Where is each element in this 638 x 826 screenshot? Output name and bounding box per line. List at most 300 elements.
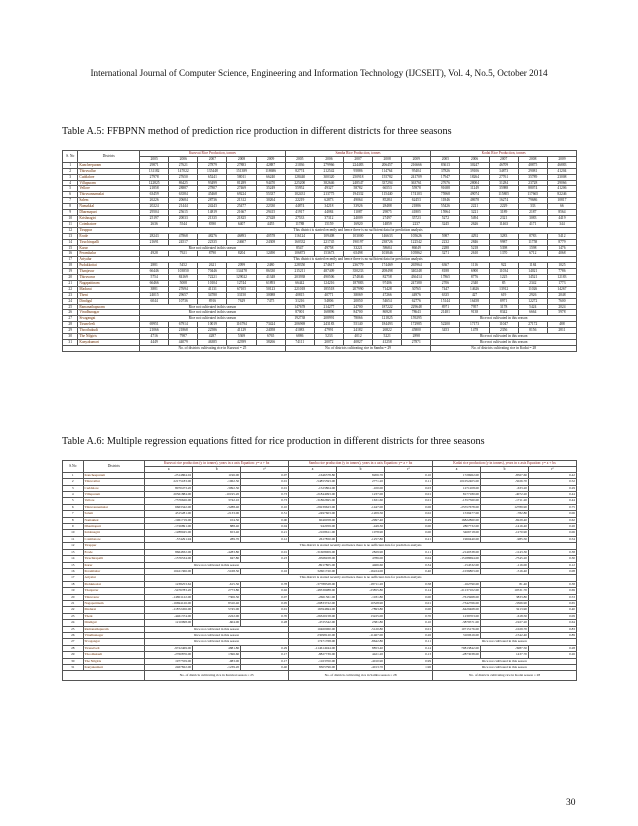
value-cell: 12744 xyxy=(227,280,256,286)
value-cell: 10104 xyxy=(198,280,227,286)
value-cell: 6046058.00 xyxy=(289,517,337,523)
value-cell: 1210998.00 xyxy=(145,620,193,626)
value-cell: 5398 xyxy=(489,245,518,251)
value-cell: -8642.80 xyxy=(337,639,385,645)
value-cell: 30264 xyxy=(256,198,285,204)
value-cell: 93499 xyxy=(198,180,227,186)
row-number: 25 xyxy=(63,626,84,632)
value-cell: 103850 xyxy=(169,269,198,275)
value-cell: 4881.80 xyxy=(193,645,241,651)
value-cell: 2356 xyxy=(489,328,518,334)
row-number: 11 xyxy=(63,221,78,227)
district-name: Thanjavur xyxy=(83,588,145,594)
value-cell: -21844093.00 xyxy=(289,492,337,498)
row-number: 13 xyxy=(63,549,84,555)
district-name: Sivagangai xyxy=(83,639,145,645)
value-cell: 10019 xyxy=(198,322,227,328)
value-cell: 8783 xyxy=(518,233,547,239)
row-note: This district is started recently and hence there is no sufficient data for prediction analysis xyxy=(145,575,577,581)
row-note: Rice not cultivated in this season xyxy=(140,316,286,322)
value-cell: 26226 xyxy=(140,198,169,204)
value-cell: 27761 xyxy=(489,174,518,180)
value-cell: 6663342.00 xyxy=(145,504,193,510)
district-name: Thoothukudi xyxy=(78,328,140,334)
value-cell: -14801122.00 xyxy=(145,594,193,600)
value-cell: 2480 xyxy=(256,263,285,269)
value-cell: 0.00 xyxy=(385,594,433,600)
row-number: 19 xyxy=(63,588,84,594)
row-number: 28 xyxy=(63,645,84,651)
value-cell: 22586 xyxy=(198,328,227,334)
district-name: Tiruppur xyxy=(78,227,140,233)
year-header: 2007 xyxy=(489,156,518,162)
value-cell: 10460060.00 xyxy=(289,626,337,632)
value-cell: 0.00 xyxy=(385,524,433,530)
value-cell: 27879 xyxy=(198,162,227,168)
value-cell: 2811 xyxy=(547,328,576,334)
value-cell: 28488 xyxy=(373,204,402,210)
value-cell: 0.04 xyxy=(241,524,289,530)
value-cell: 8776 xyxy=(460,275,489,281)
value-cell: 14267 xyxy=(547,286,576,292)
value-cell: 3742.10 xyxy=(193,498,241,504)
value-cell: 0.53 xyxy=(528,594,576,600)
district-name: Kanyakumari xyxy=(83,665,145,671)
value-cell: 46883 xyxy=(547,162,576,168)
value-cell: 21335 xyxy=(198,215,227,221)
value-cell: -4072.20 xyxy=(481,492,529,498)
value-cell: 24058 xyxy=(256,328,285,334)
district-name: Tirunelveli xyxy=(78,322,140,328)
value-cell: 20072 xyxy=(314,340,343,346)
value-cell: 0.40 xyxy=(528,607,576,613)
value-cell: 24517 xyxy=(169,239,198,245)
value-cell: 6664 xyxy=(518,310,547,316)
value-cell: -1163700.00 xyxy=(289,658,337,664)
district-name: Dharmapuri xyxy=(78,210,140,216)
value-cell: 0.00 xyxy=(241,517,289,523)
value-cell: 30765 xyxy=(402,286,431,292)
value-cell: 333 xyxy=(518,204,547,210)
coef-header: r² xyxy=(241,466,289,472)
value-cell: 131182 xyxy=(140,168,169,174)
district-name: The Nilgiris xyxy=(83,658,145,664)
district-name: Villupuram xyxy=(78,180,140,186)
value-cell: 192738 xyxy=(285,316,314,322)
value-cell: 27807 xyxy=(198,186,227,192)
year-header: 2006 xyxy=(314,156,343,162)
row-number: 12 xyxy=(63,227,78,233)
district-name: Krishnagiri xyxy=(83,530,145,536)
value-cell: 78643 xyxy=(402,310,431,316)
value-cell: 0.14 xyxy=(385,588,433,594)
row-number: 23 xyxy=(63,613,84,619)
value-cell: 27871 xyxy=(402,340,431,346)
value-cell: 337294 xyxy=(373,180,402,186)
value-cell: 115440 xyxy=(373,192,402,198)
value-cell: 50123 xyxy=(256,286,285,292)
value-cell: 1370 xyxy=(489,251,518,257)
value-cell: 38069 xyxy=(343,292,372,298)
value-cell: Rice not cultivated in this season xyxy=(431,316,577,322)
value-cell: 5272 xyxy=(431,215,460,221)
value-cell: 228350 xyxy=(285,263,314,269)
value-cell: 1631.60 xyxy=(337,498,385,504)
value-cell: 0.54 xyxy=(528,536,576,542)
value-cell: 25615 xyxy=(169,210,198,216)
value-cell: -1416.40 xyxy=(481,524,529,530)
value-cell: 0.42 xyxy=(528,472,576,478)
district-name: Karur xyxy=(78,245,140,251)
value-cell: 49064 xyxy=(343,198,372,204)
value-cell: 16274 xyxy=(489,198,518,204)
value-cell: -18711.20 xyxy=(337,581,385,587)
row-number: 28 xyxy=(63,322,78,328)
value-cell: 382646 xyxy=(314,180,343,186)
value-cell: 8204 xyxy=(227,251,256,257)
value-cell: 0.16 xyxy=(241,568,289,574)
value-cell: 12183 xyxy=(547,275,576,281)
value-cell: 2807732.00 xyxy=(433,524,481,530)
value-cell: 16920 xyxy=(343,221,372,227)
value-cell: 274617 xyxy=(314,263,343,269)
value-cell: -983.00 xyxy=(193,658,241,664)
value-cell: 236779 xyxy=(343,263,372,269)
value-cell: 63459 xyxy=(140,192,169,198)
district-name: Thiruvannamalai xyxy=(83,504,145,510)
value-cell: 0.04 xyxy=(385,556,433,562)
value-cell: 0.40 xyxy=(385,568,433,574)
value-cell: -1257.80 xyxy=(337,536,385,542)
value-cell: 0.17 xyxy=(241,652,289,658)
value-cell: 2381.80 xyxy=(337,620,385,626)
value-cell: 8206.70 xyxy=(337,472,385,478)
value-cell: 121825 xyxy=(373,316,402,322)
table-a6-caption: Table A.6: Multiple regression equations fitted for rice production in different districts for three seasons xyxy=(62,436,485,447)
value-cell: -3288.40 xyxy=(193,504,241,510)
value-cell: 213775 xyxy=(314,192,343,198)
value-cell: 207990 xyxy=(343,286,372,292)
district-name: Kancheepuram xyxy=(78,162,140,168)
value-cell: 22330 xyxy=(256,204,285,210)
value-cell: 5987 xyxy=(431,233,460,239)
row-note: Rice not cultivated in this season xyxy=(145,639,289,645)
district-name: Thanjavur xyxy=(78,269,140,275)
value-cell: 22219 xyxy=(285,198,314,204)
value-cell: -1209.50 xyxy=(337,511,385,517)
district-name: Villupuram xyxy=(83,492,145,498)
value-cell: 488 xyxy=(547,322,576,328)
value-cell: 350233 xyxy=(343,269,372,275)
value-cell: 82758 xyxy=(373,275,402,281)
value-cell: 20033 xyxy=(169,215,198,221)
value-cell: 31284 xyxy=(489,180,518,186)
value-cell: -114614944.00 xyxy=(289,645,337,651)
value-cell: -1726891.00 xyxy=(145,524,193,530)
value-cell: -31862695.00 xyxy=(289,498,337,504)
year-header: 2005 xyxy=(140,156,169,162)
value-cell: -1029.70 xyxy=(481,626,529,632)
row-number: 2 xyxy=(63,479,84,485)
value-cell: 15159 xyxy=(314,221,343,227)
value-cell: 888.40 xyxy=(193,524,241,530)
value-cell: 29081 xyxy=(518,168,547,174)
value-cell: 21312 xyxy=(227,198,256,204)
row-number: 7 xyxy=(63,198,78,204)
value-cell: -6429468.00 xyxy=(433,607,481,613)
district-name: Tiruchirapalli xyxy=(78,239,140,245)
row-note: This district is started recently and hence there is no sufficient data for prediction analysis xyxy=(140,227,577,233)
value-cell: 41131 xyxy=(198,286,227,292)
value-cell: 2288 xyxy=(431,245,460,251)
value-cell: 5978 xyxy=(547,310,576,316)
value-cell: -2133.00 xyxy=(193,511,241,517)
row-note: Rice not cultivated in this season xyxy=(140,310,286,316)
value-cell: 86049 xyxy=(402,245,431,251)
district-name: Theni xyxy=(78,292,140,298)
year-header: 2007 xyxy=(343,156,372,162)
value-cell: 922 xyxy=(489,263,518,269)
value-cell: 66466 xyxy=(140,280,169,286)
row-note: This district is started recently and hence there is no sufficient data for prediction analysis xyxy=(145,543,577,549)
value-cell: 1437.70 xyxy=(481,652,529,658)
value-cell: 47991 xyxy=(314,328,343,334)
value-cell: 1237.00 xyxy=(337,492,385,498)
value-cell: 69224 xyxy=(227,192,256,198)
value-cell: -7545.20 xyxy=(481,556,529,562)
value-cell: 151389 xyxy=(227,168,256,174)
value-cell: 3881 xyxy=(140,286,169,292)
value-cell: 44084 xyxy=(314,210,343,216)
value-cell: 22175183.00 xyxy=(145,479,193,485)
value-cell: -8917805.00 xyxy=(289,562,337,568)
district-name: Erode xyxy=(83,549,145,555)
footer-note: No. of districts cultivating rice in Samba season = 28 xyxy=(289,671,433,681)
value-cell: 6900 xyxy=(460,269,489,275)
value-cell: 34218 xyxy=(314,204,343,210)
value-cell: 109408 xyxy=(314,233,343,239)
value-cell: 8156 xyxy=(518,328,547,334)
value-cell: 11463 xyxy=(489,221,518,227)
value-cell: 10531.70 xyxy=(481,588,529,594)
value-cell: 29871 xyxy=(140,162,169,168)
value-cell: 27172 xyxy=(518,322,547,328)
value-cell: 190197 xyxy=(343,239,372,245)
value-cell: 1184 xyxy=(518,263,547,269)
value-cell: 0.62 xyxy=(528,517,576,523)
row-number: 4 xyxy=(63,492,84,498)
value-cell: 3466718.00 xyxy=(433,530,481,536)
value-cell: 52200 xyxy=(431,322,460,328)
row-number: 27 xyxy=(63,639,84,645)
value-cell: 1539477.00 xyxy=(433,511,481,517)
value-cell: 265964 xyxy=(402,263,431,269)
col-sno: S.No xyxy=(63,461,84,473)
value-cell: 0.10 xyxy=(385,620,433,626)
value-cell: 40771 xyxy=(314,292,343,298)
value-cell: 62873 xyxy=(314,198,343,204)
value-cell: 7987 xyxy=(169,334,198,340)
value-cell: 66240 xyxy=(256,174,285,180)
value-cell: 147022 xyxy=(169,168,198,174)
district-name: Thiruvallur xyxy=(78,168,140,174)
row-number: 8 xyxy=(63,204,78,210)
value-cell: 79813842.00 xyxy=(433,645,481,651)
value-cell: 14859 xyxy=(373,221,402,227)
value-cell: 8564 xyxy=(547,210,576,216)
value-cell: 2626 xyxy=(460,221,489,227)
value-cell: 0.07 xyxy=(241,472,289,478)
value-cell: 0.01 xyxy=(385,492,433,498)
value-cell: 79686 xyxy=(518,198,547,204)
value-cell: 82774 xyxy=(285,168,314,174)
value-cell: 0.09 xyxy=(528,613,576,619)
value-cell: 13912 xyxy=(489,286,518,292)
value-cell: 0.10 xyxy=(241,504,289,510)
value-cell: -5476783.20 xyxy=(145,588,193,594)
value-cell: Rice not cultivated in this season xyxy=(433,665,577,671)
value-cell: 619 xyxy=(489,292,518,298)
table-a6 xyxy=(62,460,577,790)
value-cell: 30088 xyxy=(256,292,285,298)
value-cell: 55337 xyxy=(256,192,285,198)
value-cell: 187222 xyxy=(373,304,402,310)
value-cell: 5412 xyxy=(547,233,576,239)
value-cell: -2314864.02 xyxy=(145,472,193,478)
value-cell: 7629 xyxy=(227,298,256,304)
value-cell: -1711.20 xyxy=(481,498,529,504)
value-cell: 14521 xyxy=(518,275,547,281)
value-cell: 2773.80 xyxy=(193,588,241,594)
district-name: Pudukkottai xyxy=(83,581,145,587)
value-cell: 274846 xyxy=(343,275,372,281)
value-cell: 35789 xyxy=(518,174,547,180)
value-cell: 23728 xyxy=(518,180,547,186)
value-cell: 104.50 xyxy=(193,517,241,523)
value-cell: 29504 xyxy=(140,210,169,216)
value-cell: 44976 xyxy=(402,292,431,298)
value-cell: -3987.50 xyxy=(481,645,529,651)
value-cell: 129022 xyxy=(227,275,256,281)
value-cell: -1270.90 xyxy=(481,530,529,536)
value-cell: 3283 xyxy=(489,233,518,239)
row-number: 26 xyxy=(63,310,78,316)
district-name: The Nilgiris xyxy=(78,334,140,340)
row-number: 1 xyxy=(63,162,78,168)
value-cell: 436414 xyxy=(402,275,431,281)
row-number: 8 xyxy=(63,517,84,523)
district-name: Dharmapuri xyxy=(83,524,145,530)
district-name: Madurai xyxy=(78,286,140,292)
value-cell: 208991 xyxy=(314,316,343,322)
value-cell: 14626 xyxy=(460,286,489,292)
value-cell: 7957 xyxy=(460,304,489,310)
value-cell: 61893 xyxy=(256,280,285,286)
value-cell: 8779 xyxy=(547,239,576,245)
district-name: Tiruppur xyxy=(83,543,145,549)
row-number: 29 xyxy=(63,328,78,334)
value-cell: 33926 xyxy=(343,204,372,210)
coef-header: a xyxy=(145,466,193,472)
row-number: 5 xyxy=(63,186,78,192)
value-cell: 0.21 xyxy=(241,530,289,536)
value-cell: 250918 xyxy=(343,174,372,180)
value-cell: 128440 xyxy=(285,174,314,180)
value-cell: 3213.90 xyxy=(481,607,529,613)
value-cell: 11249 xyxy=(460,186,489,192)
value-cell: 0.02 xyxy=(385,511,433,517)
value-cell: 9138 xyxy=(460,310,489,316)
value-cell: 185518 xyxy=(314,286,343,292)
value-cell: 21691 xyxy=(140,239,169,245)
value-cell: 41083 xyxy=(285,328,314,334)
coef-header: b xyxy=(337,466,385,472)
value-cell: 11846 xyxy=(431,198,460,204)
value-cell: 62776 xyxy=(402,298,431,304)
value-cell: 1.96 xyxy=(385,665,433,671)
value-cell: 168896 xyxy=(314,310,343,316)
value-cell: -5026.70 xyxy=(481,479,529,485)
value-cell: -7342766.00 xyxy=(433,600,481,606)
district-name: Cuddalore xyxy=(78,174,140,180)
value-cell: 28736 xyxy=(198,198,227,204)
value-cell: -20833722.00 xyxy=(289,600,337,606)
value-cell: 344 xyxy=(547,221,576,227)
value-cell: 9987 xyxy=(489,239,518,245)
value-cell: 16594694.00 xyxy=(289,607,337,613)
value-cell: 24700 xyxy=(343,304,372,310)
value-cell: 174469 xyxy=(373,263,402,269)
value-cell: 487409 xyxy=(314,269,343,275)
value-cell: 16822860.00 xyxy=(433,517,481,523)
value-cell: -16694126.00 xyxy=(145,600,193,606)
journal-header: International Journal of Computer Science, Engineering and Information Technology (IJCSEIT), Vol. 4, No.5, October 2014 xyxy=(90,68,548,78)
value-cell: 35723 xyxy=(402,215,431,221)
value-cell: 55978 xyxy=(402,186,431,192)
value-cell: 0.11 xyxy=(385,549,433,555)
value-cell: 29415 xyxy=(256,210,285,216)
row-number: 9 xyxy=(63,524,84,530)
value-cell: 490506 xyxy=(314,275,343,281)
value-cell: 25477 xyxy=(227,204,256,210)
value-cell: 103846 xyxy=(373,251,402,257)
value-cell: 4287 xyxy=(198,334,227,340)
value-cell: 340248 xyxy=(402,269,431,275)
row-number: 30 xyxy=(63,658,84,664)
value-cell: 5008 xyxy=(169,280,198,286)
footer-note: No. of districts cultivating rice in Kuruvai = 25 xyxy=(140,345,286,351)
value-cell: 49327 xyxy=(314,186,343,192)
value-cell: 58684 xyxy=(373,245,402,251)
district-name: Cuddalore xyxy=(83,485,145,491)
value-cell: 0.12 xyxy=(528,562,576,568)
value-cell: 0.70 xyxy=(385,613,433,619)
value-cell: -1181.80 xyxy=(337,594,385,600)
value-cell: -154532.00 xyxy=(433,562,481,568)
value-cell: 8070473.20 xyxy=(145,485,193,491)
row-number: 18 xyxy=(63,263,78,269)
value-cell: 48678 xyxy=(460,198,489,204)
value-cell: -11467.00 xyxy=(337,632,385,638)
value-cell: 0.26 xyxy=(528,524,576,530)
year-header: 2008 xyxy=(227,156,256,162)
row-number: 15 xyxy=(63,562,84,568)
value-cell: -4725342.00 xyxy=(289,620,337,626)
district-name: Coimbatore xyxy=(83,536,145,542)
value-cell: 3083 xyxy=(518,215,547,221)
value-cell: 10736 xyxy=(169,298,198,304)
row-number: 30 xyxy=(63,334,78,340)
